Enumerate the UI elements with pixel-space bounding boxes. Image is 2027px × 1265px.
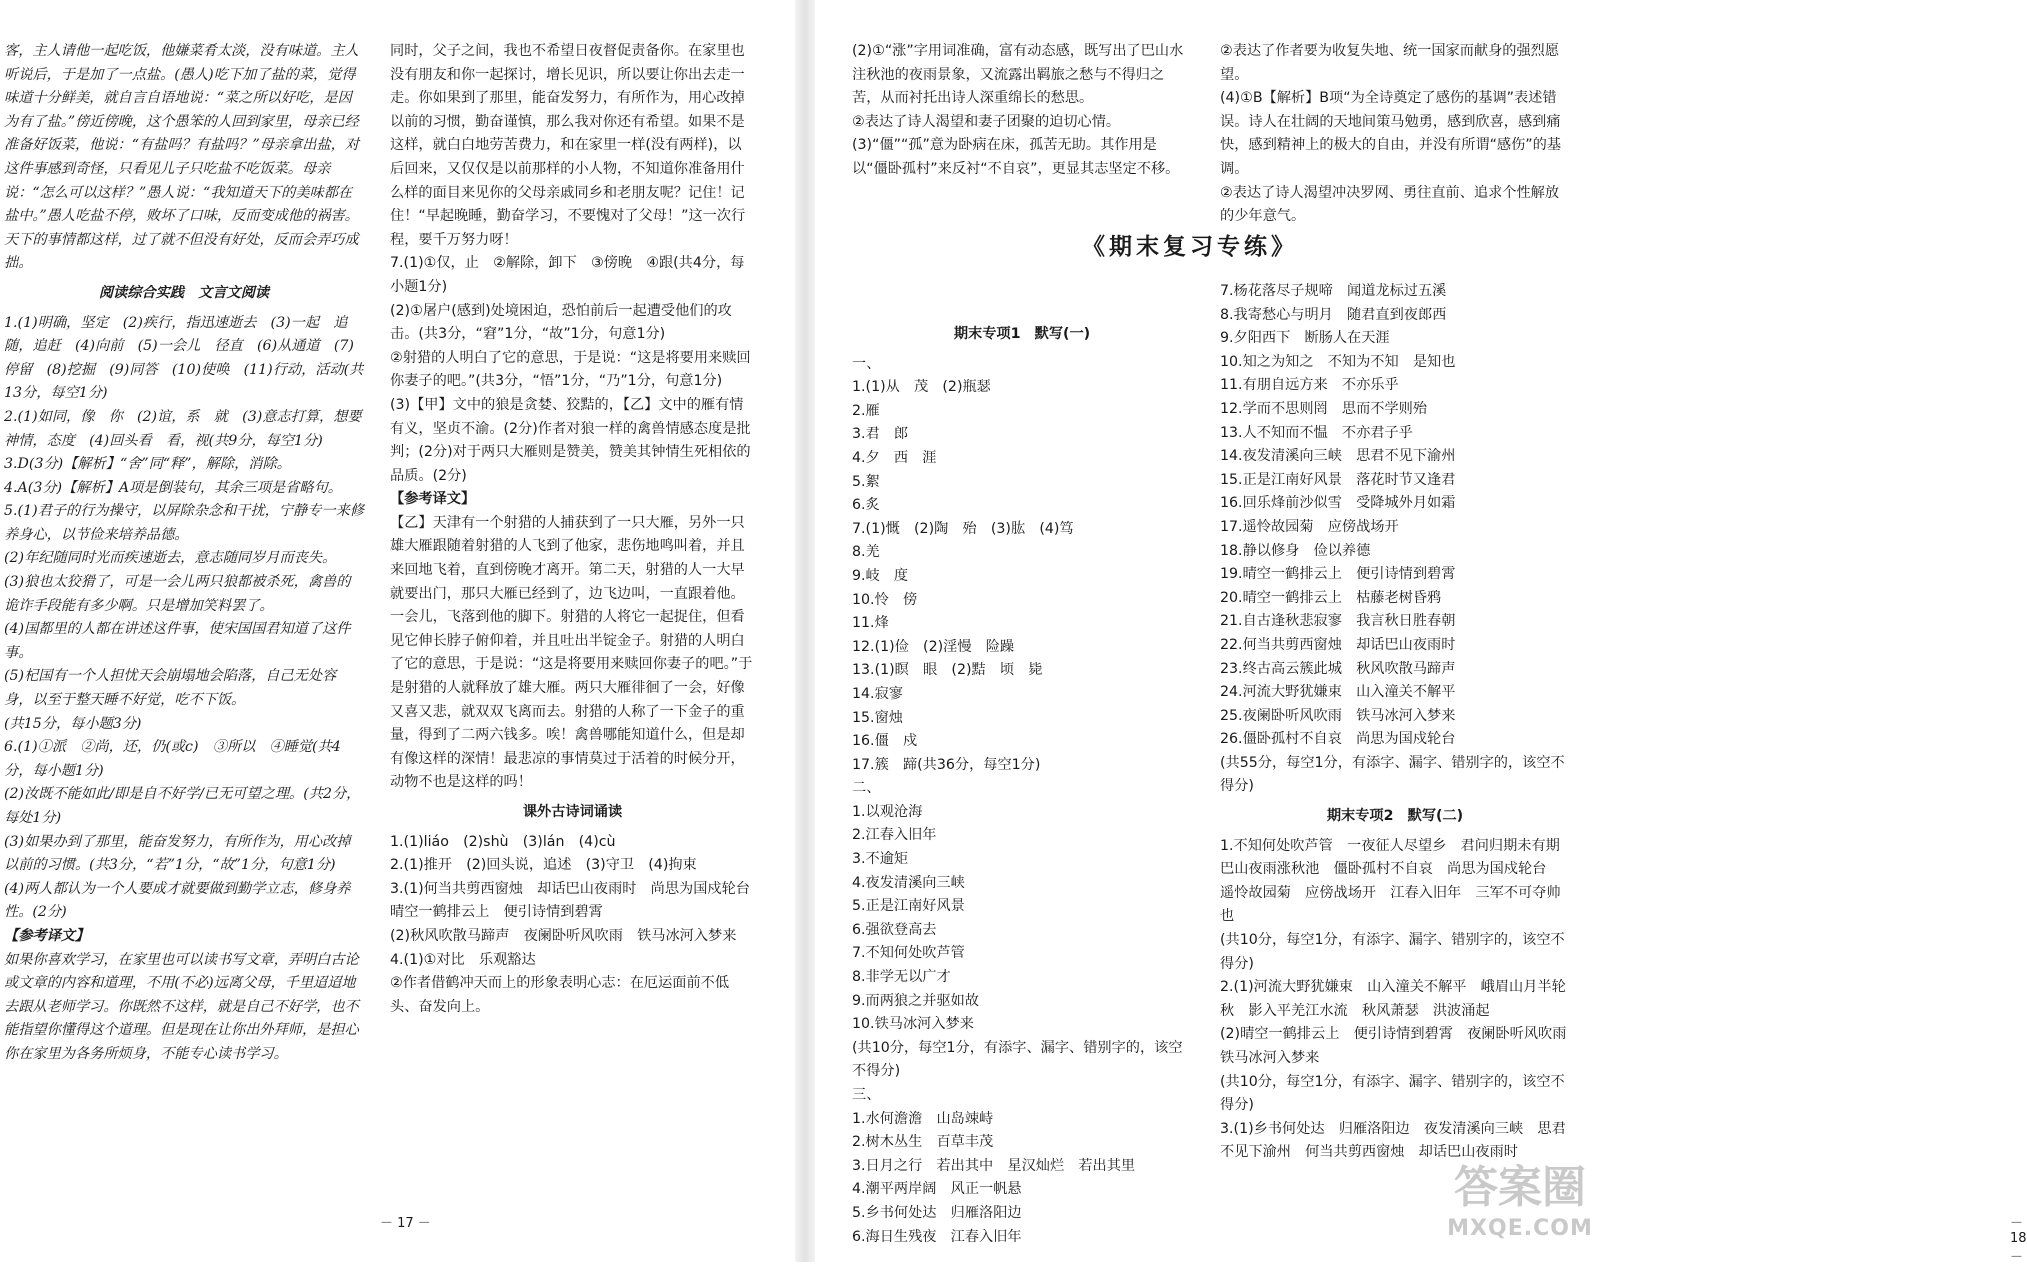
- section-heading: 期末专项1 默写(一): [953, 326, 1091, 342]
- answer-line: 13.人不知而不愠 不亦君子乎: [1220, 424, 1413, 441]
- section-title: 《期末复习专练》: [1082, 233, 1298, 260]
- answer-line: 客，主人请他一起吃饭，他嫌菜肴太淡，没有味道。主人听说后，于是加了一点盐。(愚人)吃下加了盐的菜，觉得味道十分鲜美，就自言自语地说：“菜之所以好吃，是因为有了盐。”傍近傍晚，这个愚笨的人回到家里，母亲已经准备好饭菜，他说：“有盐吗？有盐吗？”母亲拿出盐，对这件事感到奇怪，只看见儿子只吃盐不吃饭菜。母亲说：“怎么可以这样？”愚人说：“我知道天下的美味都在盐中。”愚人吃盐不停，败坏了口味，反而变成他的祸害。天下的事情都这样，过了就不但没有好处，反而会弄巧成拙。: [4, 43, 360, 272]
- answer-line: 17.遥怜故园菊 应傍战场开: [1220, 518, 1399, 535]
- right-column-2-bottom: [1220, 280, 1581, 1165]
- answer-line: 9.岐 度: [852, 567, 909, 584]
- answer-line: (5)杞国有一个人担忧天会崩塌地会陷落，自己无处容身，以至于整天睡不好觉，吃不下饭。: [4, 668, 337, 709]
- answer-line: 3.D(3分)【解析】“舍”同“释”，解除，消除。: [4, 456, 291, 473]
- answer-line: 1.(1)从 茂 (2)瓶瑟: [852, 379, 991, 396]
- answer-line: 2.江春入旧年: [852, 827, 937, 844]
- answer-line: (共10分，每空1分，有添字、漏字、错别字的，该空不得分): [1220, 1073, 1565, 1114]
- answer-line: 16.僵 戍: [852, 733, 918, 750]
- section-heading: 期末专项2 默写(二): [1326, 808, 1464, 825]
- answer-line: 16.回乐烽前沙似雪 受降城外月如霜: [1220, 495, 1456, 512]
- answer-line: 5.乡书何处达 归雁洛阳边: [852, 1204, 1022, 1221]
- translation-label: 【参考译文】: [390, 491, 476, 508]
- answer-line: (2)秋风吹散马蹄声 夜阑卧听风吹雨 铁马冰河入梦来: [390, 927, 737, 944]
- page-number-left: － 17 －: [380, 1216, 431, 1231]
- answer-line: (4)国都里的人都在讲述这件事，使宋国国君知道了这件事。: [4, 621, 351, 661]
- answer-line: 8.非学无以广才: [852, 969, 951, 986]
- answer-line: 4.夜发清溪向三峡: [852, 874, 965, 891]
- answer-line: (2)晴空一鹤排云上 便引诗情到碧霄 夜阑卧听风吹雨 铁马冰河入梦来: [1220, 1026, 1581, 1066]
- answer-line: 1.(1)明确，坚定 (2)疾行，指迅速逝去 (3)一起 追随，追赶 (4)向前 (5)一会儿 径直 (6)从通道 (7)停留 (8)挖掘 (9)同答 (10)使唤 (11)行动，活动(共13分，每空1分): [4, 314, 364, 402]
- answer-line: 13.(1)瞑 眼 (2)黠 顷 毙: [852, 662, 1043, 679]
- answer-line: (3)【甲】文中的狼是贪婪、狡黠的，【乙】文中的雁有情有义，坚贞不渝。(2分)作者对狼一样的禽兽情感态度是批判；(2分)对于两只大雁则是赞美，赞美其钟情生死相依的品质。(2分): [390, 396, 751, 484]
- section-heading: 课外古诗词诵读: [522, 804, 623, 820]
- answer-line: 7.(1)慨 (2)陶 殆 (3)肱 (4)笃: [852, 520, 1074, 537]
- answer-line: 8.我寄愁心与明月 随君直到夜郎西: [1220, 306, 1447, 323]
- answer-line: 1.以观沧海: [852, 803, 923, 820]
- watermark-url: MXQE.COM: [1447, 1216, 1593, 1241]
- answer-line: 11.烽: [852, 615, 889, 632]
- answer-line: (2)①屠户(感到)处境困迫，恐怕前后一起遭受他们的攻击。(共3分，“窘”1分，“故”1分，句意1分): [390, 302, 732, 343]
- answer-line: 4.(1)①对比 乐观豁达: [390, 951, 536, 968]
- left-column-2: [390, 40, 765, 1019]
- answer-line: 18.静以修身 俭以养德: [1220, 542, 1371, 559]
- answer-line: 【乙】天津有一个射猎的人捕获到了一只大雁，另外一只雄大雁跟随着射猎的人飞到了他家，悲伤地鸣叫着，并且来回地飞着，直到傍晚才离开。第二天，射猎的人一大早就要出门，那只大雁已经到了，边飞边叫，一直跟着他。一会儿，飞落到他的脚下。射猎的人将它一起捉住，但看见它伸长脖子俯仰着，并且吐出半锭金子。射猎的人明白了它的意思，于是说：“这是将要用来赎回你妻子的吧。”于是射猎的人就释放了雄大雁。两只大雁徘徊了一会，好像又喜又悲，就双双飞离而去。射猎的人称了一下金子的重量，得到了二两六钱多。唉！禽兽哪能知道什么，但是却有像这样的深情！最悲凉的事情莫过于活着的时候分开，动物不也是这样的吗！: [390, 514, 753, 791]
- answer-line: 3.(1)何当共剪西窗烛 却话巴山夜雨时 尚思为国戍轮台 晴空一鹤排云上 便引诗情到碧霄: [390, 880, 765, 921]
- answer-line: 9.夕阳西下 断肠人在天涯: [1220, 330, 1390, 347]
- answer-line: 14.夜发清溪向三峡 思君不见下渝州: [1220, 448, 1456, 465]
- answer-line: 22.何当共剪西窗烛 却话巴山夜雨时: [1220, 636, 1456, 653]
- answer-line: (4)两人都认为一个人要成才就要做到勤学立志，修身养性。(2分): [4, 880, 351, 921]
- answer-line: (3)“僵”“孤”意为卧病在床，孤苦无助。其作用是以“僵卧孤村”来反衬“不自哀”，更显其志坚定不移。: [852, 137, 1180, 177]
- answer-line: (2)年纪随同时光而疾速逝去，意志随同岁月而丧失。: [4, 550, 337, 567]
- answer-line: 5.絮: [852, 473, 880, 490]
- answer-line: 6.炙: [852, 497, 880, 514]
- answer-line: (共55分，每空1分，有添字、漏字、错别字的，该空不得分): [1220, 754, 1565, 795]
- answer-line: 同时，父子之间，我也不希望日夜督促责备你。在家里也没有朋友和你一起探讨，增长见识，所以要让你出去走一走。你如果到了那里，能奋发努力，有所作为，用心改掉以前的习惯，勤奋谨慎，那么我对你还有希望。如果不是这样，就白白地劳苦费力，和在家里一样(没有两样)，以后回来，又仅仅是以前那样的小人物，不知道你准备用什么样的面目来见你的父母亲戚同乡和老朋友呢？记住！记住！“早起晚睡，勤奋学习，不要愧对了父母！”这一次行程，要千万努力呀！: [390, 43, 746, 248]
- answer-line: (共10分，每空1分，有添字、漏字、错别字的，该空不得分): [852, 1039, 1183, 1080]
- answer-line: (2)①“涨”字用词准确，富有动态感，既写出了巴山水注秋池的夜雨景象，又流露出羁旅之愁与不得归之苦，从而衬托出诗人深重绵长的愁思。: [852, 43, 1184, 107]
- answer-line: 10.铁马冰河入梦来: [852, 1016, 974, 1033]
- right-column-2-top: [1220, 40, 1570, 229]
- answer-line: 10.怜 傍: [852, 591, 918, 608]
- answer-line: 4.夕 西 涯: [852, 449, 937, 466]
- answer-line: 7.杨花落尽子规啼 闻道龙标过五溪: [1220, 283, 1447, 299]
- answer-line: 2.雁: [852, 402, 880, 419]
- answer-line: 23.终古高云簇此城 秋风吹散马蹄声: [1220, 660, 1456, 677]
- answer-line: 10.知之为知之 不知为不知 是知也: [1220, 353, 1456, 370]
- answer-line: 6.强欲登高去: [852, 921, 937, 938]
- watermark-text: 答案圈: [1454, 1162, 1586, 1213]
- answer-line: 4.A(3分)【解析】A项是倒装句，其余三项是省略句。: [4, 479, 342, 496]
- answer-line: (共15分，每小题3分): [4, 715, 142, 732]
- answer-line: 12.(1)俭 (2)淫慢 险躁: [852, 638, 1015, 655]
- answer-line: (共10分，每空1分，有添字、漏字、错别字的，该空不得分): [1220, 932, 1565, 972]
- right-column-1-top: [852, 40, 1192, 182]
- answer-line: 21.自古逢秋悲寂寥 我言秋日胜春朝: [1220, 613, 1456, 630]
- answer-line: 26.僵卧孤村不自哀 尚思为国戍轮台: [1220, 731, 1456, 748]
- answer-line: 15.正是江南好风景 落花时节又逢君: [1220, 471, 1456, 488]
- answer-line: 14.寂寥: [852, 685, 903, 702]
- book-gutter: [795, 0, 815, 1262]
- answer-line: 24.河流大野犹嫌束 山入潼关不解平: [1220, 684, 1456, 701]
- answer-line: ②表达了诗人渴望和妻子团聚的迫切心情。: [852, 113, 1121, 130]
- answer-line: 2.(1)河流大野犹嫌束 山入潼关不解平 峨眉山月半轮秋 影入平羌江水流 秋风萧瑟 洪波涌起: [1220, 979, 1566, 1019]
- answer-line: 8.羌: [852, 544, 880, 561]
- answer-line: 7.(1)①仅，止 ②解除，卸下 ③傍晚 ④跟(共4分，每小题1分): [390, 255, 745, 295]
- section-heading: 阅读综合实践 文言文阅读: [98, 284, 270, 301]
- answer-line: 1.(1)liáo (2)shù (3)lán (4)cù: [390, 833, 616, 850]
- answer-line: (4)①B【解析】B项“为全诗奠定了感伤的基调”表述错误。诗人在壮阔的天地间策马勉勇，感到欣喜，感到痛快，感到精神上的极大的自由，并没有所谓“感伤”的基调。: [1220, 90, 1562, 177]
- answer-line: 6.(1)①派 ②尚，还，仍(或c) ③所以 ④睡觉(共4分，每小题1分): [4, 739, 341, 779]
- answer-line: ②射猎的人明白了它的意思，于是说：“这是将要用来赎回你妻子的吧。”(共3分，“悟”1分，“乃”1分，句意1分): [390, 349, 751, 390]
- left-column-1: [4, 40, 376, 1067]
- answer-line: 9.而两狼之并驱如故: [852, 992, 980, 1009]
- answer-line: 2.(1)推开 (2)回头说，追述 (3)守卫 (4)拘束: [390, 857, 697, 874]
- answer-line: ②作者借鹤冲天而上的形象表明心志：在厄运面前不低头、奋发向上。: [390, 975, 730, 1015]
- answer-line: ②表达了诗人渴望冲决罗网、勇往直前、追求个性解放的少年意气。: [1220, 184, 1560, 225]
- right-column-1-bottom: [852, 317, 1192, 1249]
- answer-line: 2.树木丛生 百草丰茂: [852, 1134, 994, 1151]
- answer-line: (2)汝既不能如此/即是自不好学/已无可望之理。(共2分，每处1分): [4, 786, 361, 826]
- answer-line: 二、: [852, 780, 881, 797]
- answer-line: 12.学而不思则罔 思而不学则殆: [1220, 400, 1428, 417]
- answer-line: 7.不知何处吹芦管: [852, 945, 965, 962]
- right-page: [820, 0, 2027, 1265]
- answer-line: 1.水何澹澹 山岛竦峙: [852, 1110, 994, 1127]
- page-number-right: － 18 －: [2010, 1216, 2027, 1265]
- answer-line: 3.不逾矩: [852, 851, 909, 868]
- answer-line: ②表达了作者要为收复失地、统一国家而献身的强烈愿望。: [1220, 43, 1560, 83]
- answer-line: 如果你喜欢学习，在家里也可以读书写文章，弄明白古论或文章的内容和道理，不用(不必)远离父母，千里迢迢地去跟从老师学习。你既然不这样，就是自己不好学，也不能指望你懂得这个道理。但是现在让你出外拜师，是担心你在家里为各务所烦身，不能专心读书学习。: [4, 951, 359, 1062]
- answer-line: 5.正是江南好风景: [852, 898, 965, 915]
- answer-line: 15.窗烛: [852, 709, 903, 726]
- answer-line: 11.有朋自远方来 不亦乐乎: [1220, 377, 1399, 394]
- answer-line: 一、: [852, 355, 881, 372]
- answer-line: 4.潮平两岸阔 风正一帆悬: [852, 1181, 1022, 1198]
- answer-line: 3.(1)乡书何处达 归雁洛阳边 夜发清溪向三峡 思君不见下渝州 何当共剪西窗烛 却话巴山夜雨时: [1220, 1120, 1566, 1161]
- watermark-logo: [1440, 1160, 1600, 1260]
- answer-line: (3)狼也太狡猾了，可是一会儿两只狼都被杀死，禽兽的诡诈手段能有多少啊。只是增加笑料罢了。: [4, 574, 351, 614]
- left-page: [0, 0, 790, 1262]
- answer-line: 2.(1)如同，像 你 (2)谊，系 就 (3)意志打算，想要 神情，态度 (4)回头看 看，视(共9分，每空1分): [4, 408, 376, 449]
- answer-line: 3.日月之行 若出其中 星汉灿烂 若出其里: [852, 1157, 1136, 1174]
- answer-line: 6.海日生残夜 江春入旧年: [852, 1228, 1022, 1245]
- answer-line: (3)如果办到了那里，能奋发努力，有所作为，用心改掉以前的习惯。(共3分，“若”1分，“故”1分，句意1分): [4, 833, 351, 874]
- answer-line: 19.晴空一鹤排云上 便引诗情到碧霄: [1220, 566, 1456, 583]
- answer-line: 5.(1)君子的行为操守，以屏除杂念和干扰，宁静专一来修养身心，以节俭来培养品德。: [4, 503, 364, 543]
- answer-line: 3.君 郎: [852, 426, 909, 443]
- answer-line: 三、: [852, 1087, 881, 1103]
- answer-line: 25.夜阑卧听风吹雨 铁马冰河入梦来: [1220, 707, 1456, 724]
- answer-line: 17.簇 蹄(共36分，每空1分): [852, 756, 1041, 773]
- translation-label: 【参考译文】: [4, 927, 90, 944]
- answer-line: 20.晴空一鹤排云上 枯藤老树昏鸦: [1220, 589, 1442, 606]
- answer-line: 1.不知何处吹芦管 一夜征人尽望乡 君问归期未有期 巴山夜雨涨秋池 僵卧孤村不自哀 尚思为国戍轮台 遥怜故园菊 应傍战场开 江春入旧年 三军不可夺帅也: [1220, 837, 1575, 925]
